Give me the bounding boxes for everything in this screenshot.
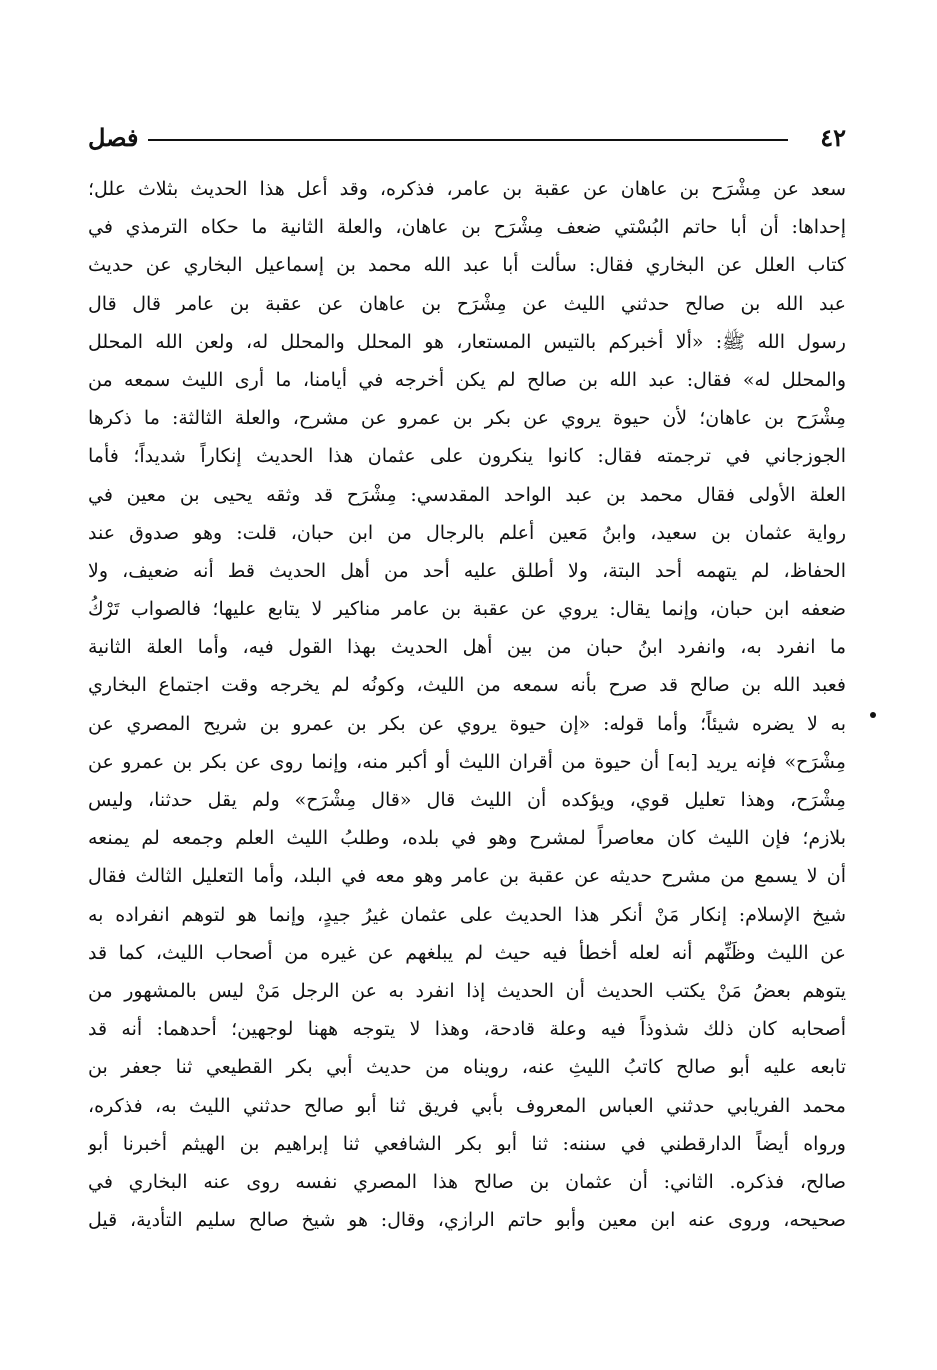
text-line: مِشْرَح» فإنه يريد [به] أن حيوة من أقران الليث أو أكبر منه، وإنما روى عن بكر بن عمرو عن <box>88 750 846 773</box>
text-line: كتاب العلل عن البخاري فقال: سألت أبا عبد الله محمد بن إسماعيل البخاري عن حديث <box>88 254 846 277</box>
text-line: رسول الله ﷺ: «ألا أخبركم بالتيس المستعار، هو المحلل والمحلل له، ولعن الله المحلل <box>88 330 846 353</box>
text-line: مِشْرَح، وهذا تعليل قوي، ويؤكده أن الليث قال «قال مِشْرَح» ولم يقل حدثنا، وليس <box>88 789 846 811</box>
text-line: فعبد الله بن صالح قد صرح بأنه سمعه من الليث، وكونُه لم يخرجه وقت اجتماع البخاري <box>88 674 846 697</box>
text-line: رواية عثمان بن سعيد، وابنُ مَعين أعلم بالرجال من ابن حبان، قلت: وهو صدوق عند <box>88 521 846 544</box>
text-line: يتوهم بعضُ مَنْ يكتب الحديث أن الحديث إذا انفرد به عن الرجل مَنْ ليس بالمشهور من <box>88 979 846 1002</box>
text-line: بلازم؛ فإن الليث كان معاصراً لمشرح وهو في بلده، وطلبُ الليث العلم وجمعه لم يمنعه <box>88 827 846 850</box>
text-line: أن لا يسمع من مشرح حديثه عن عقبة بن عامر وهو معه في البلد، وأما التعليل الثالث فقال <box>88 865 846 888</box>
text-line: ما انفرد به، وانفرد ابنُ حبان من بين أهل الحديث بهذا القول فيه، وأما العلة الثانية <box>88 636 846 659</box>
text-line: مِشْرَح بن عاهان؛ لأن حيوة يروي عن بكر بن عمرو عن مشرح، والعلة الثالثة: ما ذكرها <box>88 407 846 430</box>
page-header <box>88 120 846 156</box>
text-line: عبد الله بن صالح حدثني الليث عن مِشْرَح بن عاهان عن عقبة بن عامر قال قال <box>88 292 846 315</box>
text-line: عن الليث وظَنِّهم أنه لعله أخطأ فيه حيث لم يبلغهم عن غيره من أصحاب الليث، كما قد <box>88 941 846 964</box>
text-line: إحداها: أن أبا حاتم البُسْتي ضعف مِشْرَح بن عاهان، والعلة الثانية ما حكاه الترمذي في <box>88 216 846 239</box>
text-line: ضعفه ابن حبان، وإنما يقال: يروي عن عقبة بن عامر مناكير لا يتابع عليها؛ فالصواب تَرْكُ <box>88 598 846 621</box>
text-line: صحيحه، وروى عنه ابن معين وأبو حاتم الرازي، وقال: هو شيخ صالح سليم التأدية، قيل <box>88 1209 846 1232</box>
text-line: والمحلل له» فقال: عبد الله بن صالح لم يكن أخرجه في أيامنا، ما أرى الليث سمعه من <box>88 368 846 391</box>
section-title: فصل <box>88 123 139 152</box>
text-line: محمد الفريابي حدثني العباس المعروف بأبي فريق ثنا أبو صالح حدثني الليث به، فذكره، <box>88 1094 846 1117</box>
text-line: صالح، فذكره. الثاني: أن عثمان بن صالح هذا المصري نفسه روى عنه البخاري في <box>88 1170 846 1193</box>
text-line: به لا يضره شيئاً؛ وأما قوله: «إن حيوة يروي عن بكر بن عمرو بن شريح المصري عن <box>88 712 846 735</box>
header-rule <box>148 139 788 141</box>
margin-dot <box>870 712 876 718</box>
text-line: تابعه عليه أبو صالح كاتبُ الليثِ عنه، رويناه من حديث أبي بكر القطيعي ثنا جعفر بن <box>88 1056 846 1079</box>
text-line: العلة الأولى فقال محمد بن عبد الواحد المقدسي: مِشْرَح قد وثقه يحيى بن معين في <box>88 483 846 506</box>
text-line: ورواه أيضاً الدارقطني في سننه: ثنا أبو بكر الشافعي ثنا إبراهيم بن الهيثم أخبرنا أبو <box>88 1132 846 1155</box>
text-line: شيخ الإسلام: إنكار مَنْ أنكر هذا الحديث على عثمان غيرُ جيدٍ، وإنما هو لتوهم انفراده به <box>88 903 846 926</box>
page-number: ٤٢ <box>820 123 846 152</box>
body-text <box>88 170 846 1239</box>
text-line: الحفاظ، لم يتهمه أحد البتة، ولا أطلق عليه أحد من أهل الحديث قط أنه ضعيف، ولا <box>88 559 846 582</box>
text-line: الجوزجاني في ترجمته فقال: كانوا ينكرون على عثمان هذا الحديث إنكاراً شديداً؛ فأما <box>88 445 846 468</box>
text-line: أصحابه كان ذلك شذوذاً فيه وعلة قادحة، وهذا لا يتوجه ههنا لوجهين؛ أحدهما: أنه قد <box>88 1018 846 1041</box>
text-line: سعد عن مِشْرَح بن عاهان عن عقبة بن عامر، فذكره، وقد أعل هذا الحديث بثلاث علل؛ <box>88 178 846 200</box>
